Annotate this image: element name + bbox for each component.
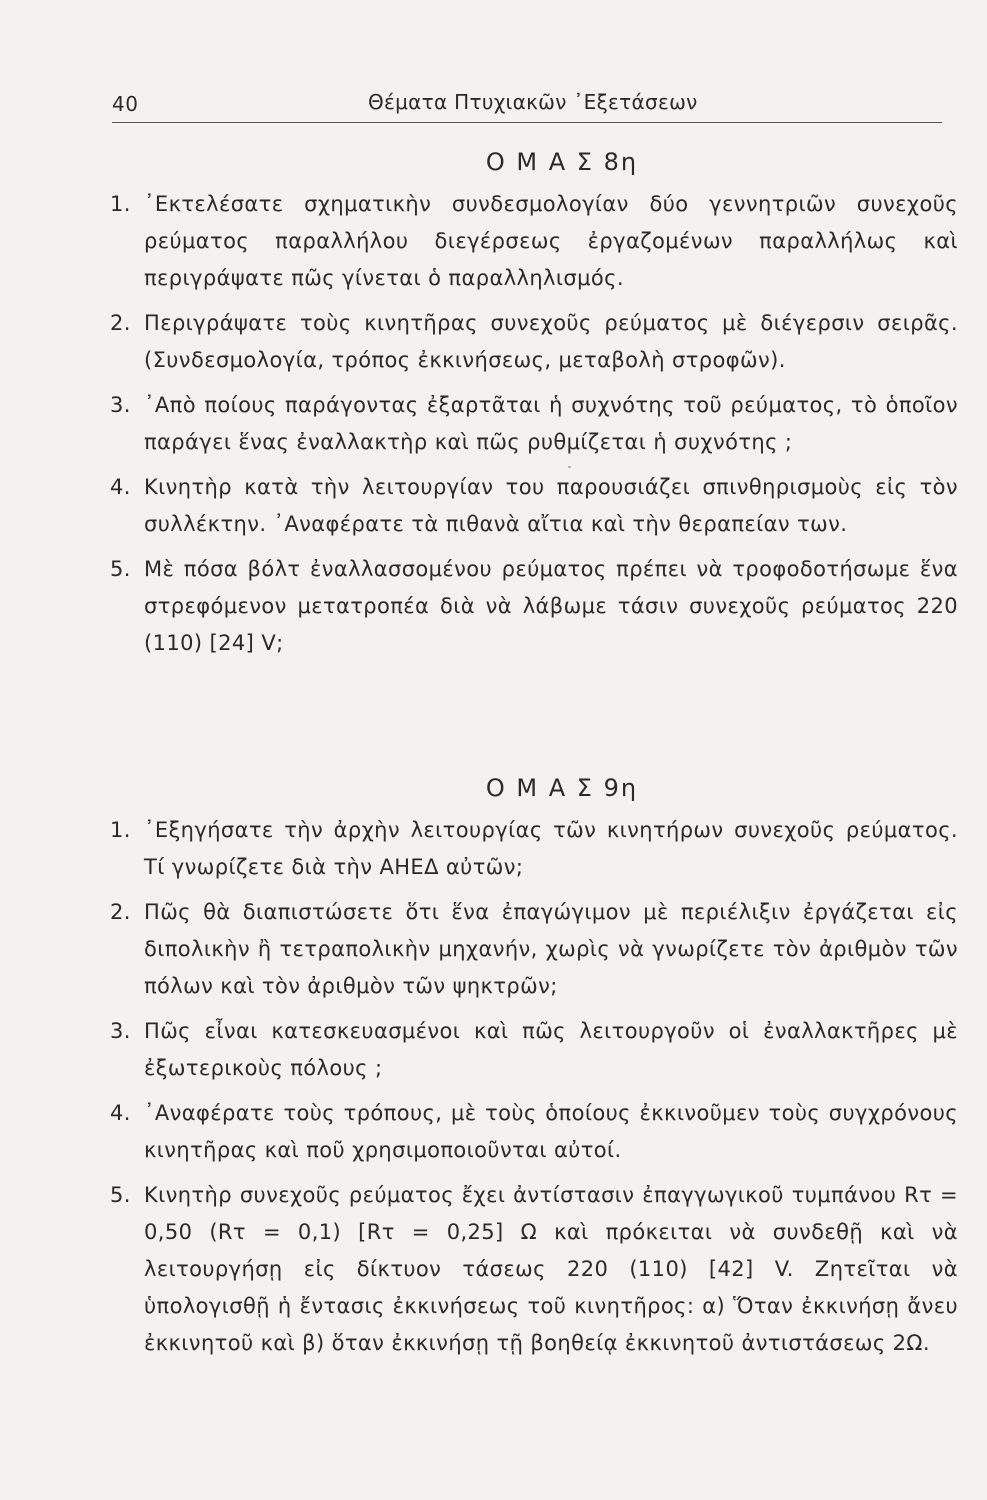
question-number: 3.	[110, 1019, 131, 1043]
section-heading: Ο Μ Α Σ 9η	[485, 774, 639, 802]
question-number: 4.	[110, 1101, 131, 1125]
question-number: 1.	[110, 818, 131, 842]
question-item	[110, 894, 958, 1005]
question-number: 4.	[110, 475, 131, 499]
question-item	[110, 305, 958, 379]
question-text: ᾿Εξηγήσατε τὴν ἀρχὴν λειτουργίας τῶν κινητήρων συνεχοῦς ρεύματος. Τί γνωρίζετε διὰ τὴν ΑΗΕΔ αὐτῶν;	[144, 818, 958, 879]
question-item	[110, 1095, 958, 1169]
page-number: 40	[112, 92, 139, 116]
section-heading: Ο Μ Α Σ 8η	[485, 148, 639, 176]
question-text: Κινητὴρ συνεχοῦς ρεύματος ἔχει ἀντίστασιν ἐπαγγωγικοῦ τυμπάνου Rτ = 0,50 (Rτ = 0,1) [Rτ = 0,25] Ω καὶ πρόκειται νὰ συνδεθῇ καὶ νὰ λειτουργήσῃ εἰς δίκτυον τάσεως 220 (110) [42] V. Ζητεῖται νὰ ὑπολογισθῇ ἡ ἔντασις ἐκκινήσεως τοῦ κινητῆρος: α) Ὅταν ἐκκινήσῃ ἄνευ ἐκκινητοῦ καὶ β) ὅταν ἐκκινήσῃ τῇ βοηθείᾳ ἐκκινητοῦ ἀντιστάσεως 2Ω.	[144, 1183, 958, 1355]
question-text: Πῶς θὰ διαπιστώσετε ὅτι ἕνα ἐπαγώγιμον μὲ περιέλιξιν ἐργάζεται εἰς διπολικὴν ἢ τετραπολικὴν μηχανήν, χωρὶς νὰ γνωρίζετε τὸν ἀριθμὸν τῶν πόλων καὶ τὸν ἀριθμὸν τῶν ψηκτρῶν;	[144, 900, 958, 998]
question-number: 1.	[110, 192, 131, 216]
paper-speck	[568, 466, 571, 468]
question-number: 3.	[110, 393, 131, 417]
question-item	[110, 551, 958, 662]
question-text: ᾿Εκτελέσατε σχηματικὴν συνδεσμολογίαν δύο γεννητριῶν συνεχοῦς ρεύματος παραλλήλου διεγέρσεως ἐργαζομένων παραλλήλως καὶ περιγράψατε πῶς γίνεται ὁ παραλληλισμός.	[144, 192, 958, 290]
question-text: Μὲ πόσα βόλτ ἐναλλασσομένου ρεύματος πρέπει νὰ τροφοδοτήσωμε ἕνα στρεφόμενον μετατροπέα διὰ νὰ λάβωμε τάσιν συνεχοῦς ρεύματος 220 (110) [24] V;	[144, 557, 958, 655]
page-header	[112, 86, 942, 122]
question-text: Περιγράψατε τοὺς κινητῆρας συνεχοῦς ρεύματος μὲ διέγερσιν σειρᾶς. (Συνδεσμολογία, τρόπος ἐκκινήσεως, μεταβολὴ στροφῶν).	[144, 311, 958, 372]
question-text: ᾿Απὸ ποίους παράγοντας ἐξαρτᾶται ἡ συχνότης τοῦ ρεύματος, τὸ ὁποῖον παράγει ἕνας ἐναλλακτὴρ καὶ πῶς ρυθμίζεται ἡ συχνότης ;	[144, 393, 958, 454]
question-text: Κινητὴρ κατὰ τὴν λειτουργίαν του παρουσιάζει σπινθηρισμοὺς εἰς τὸν συλλέκτην. ᾿Αναφέρατε τὰ πιθανὰ αἴτια καὶ τὴν θεραπείαν των.	[144, 475, 958, 536]
question-text: ᾿Αναφέρατε τοὺς τρόπους, μὲ τοὺς ὁποίους ἐκκινοῦμεν τοὺς συγχρόνους κινητῆρας καὶ ποῦ χρησιμοποιοῦνται αὐτοί.	[144, 1101, 958, 1162]
question-number: 5.	[110, 1183, 131, 1207]
section-group-9	[110, 774, 958, 1370]
header-rule	[112, 122, 942, 123]
question-number: 5.	[110, 557, 131, 581]
question-number: 2.	[110, 311, 131, 335]
running-title: Θέματα Πτυχιακῶν ᾿Εξετάσεων	[368, 90, 698, 114]
section-group-8	[110, 148, 958, 670]
question-item	[110, 186, 958, 297]
question-item	[110, 387, 958, 461]
question-item	[110, 1177, 958, 1362]
question-item	[110, 469, 958, 543]
question-text: Πῶς εἶναι κατεσκευασμένοι καὶ πῶς λειτουργοῦν οἱ ἐναλλακτῆρες μὲ ἐξωτερικοὺς πόλους ;	[144, 1019, 958, 1080]
question-item	[110, 812, 958, 886]
question-number: 2.	[110, 900, 131, 924]
question-item	[110, 1013, 958, 1087]
